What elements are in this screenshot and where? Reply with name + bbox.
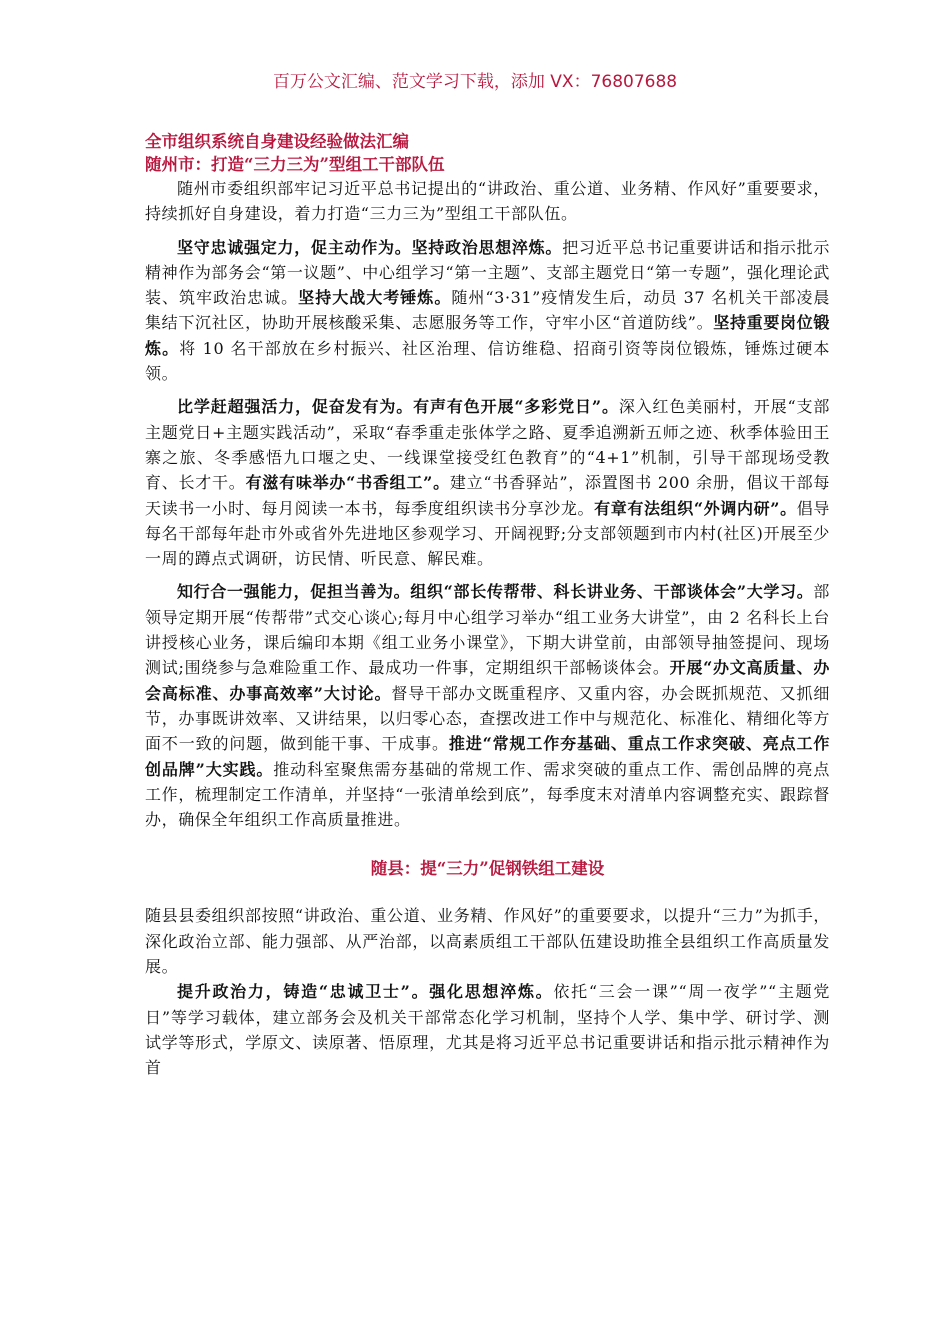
bold-heading: 坚持重要岗位锻炼。: [145, 313, 830, 358]
paragraph-gap: [145, 386, 830, 394]
body-text: 建立“书香驿站”，添置图书 200 余册，倡议干部每天读书一小时、每月阅读一本书，每季度组织读书分享沙龙。: [145, 473, 831, 518]
body-text: 将 10 名干部放在乡村振兴、社区治理、信访维稳、招商引资等岗位锻炼，锤炼过硬本领。: [145, 338, 830, 384]
body-text: 部领导定期开展“传帮带”式交心谈心;每月中心组学习举办“组工业务大讲堂”，由 2 名科长上台讲授核心业务，课后编印本期《组工业务小课堂》，下期大讲堂前，由部领导抽签提问、现场测试;围绕参与急难险重工作、最成功一件事，定期组织干部畅谈体会。: [145, 582, 830, 678]
section-title-suixian: 随县：提“三力”促钢铁组工建设: [370, 859, 605, 879]
section1-paragraph-3: [145, 579, 830, 832]
document-title: 全市组织系统自身建设经验做法汇编: [145, 132, 409, 151]
section-title-suizhou: 随州市：打造“三力三为”型组工干部队伍: [145, 155, 445, 174]
body-text: 倡导每名干部每年赴市外或省外先进地区参观学习、开阔视野;分支部领题到市内村(社区)开展至少一周的蹲点式调研，访民情、听民意、解民难。: [145, 498, 830, 569]
bold-heading: 有滋有味举办“书香组工”。: [245, 473, 450, 493]
body-text: 把习近平总书记重要讲话和指示批示精神作为部务会“第一议题”、中心组学习“第一主题”、支部主题党日“第一专题”，强化理论武装、筑牢政治忠诚。: [145, 237, 830, 308]
body-text: 督导干部办文既重程序、又重内容，办会既抓规范、又抓细节，办事既讲效率、又讲结果，以归零心态，查摆改进工作中与规范化、标准化、精细化等方面不一致的问题，做到能干事、干成事。: [145, 683, 830, 754]
bold-heading: 开展“办文高质量、办会高标准、办事高效率”大讨论。: [145, 658, 830, 703]
paragraph-gap: [145, 571, 830, 579]
bold-heading: 知行合一强能力，促担当善为。组织“部长传帮带、科长讲业务、干部谈体会”大学习。: [177, 582, 814, 602]
body-text: 推动科室聚焦需夯基础的常规工作、需求突破的重点工作、需创品牌的亮点工作，梳理制定工作清单，并坚持“一张清单绘到底”，每季度末对清单内容调整充实、跟踪督办，确保全年组织工作高质量推进。: [145, 759, 830, 830]
bold-heading: 坚持大战大考锤炼。: [298, 288, 452, 308]
body-text: 依托“三会一课”“周一夜学”“主题党日”等学习载体，建立部务会及机关干部常态化学习机制，坚持个人学、集中学、研讨学、测试学等形式，学原文、读原著、悟原理，尤其是将习近平总书记重要讲话和指示批示精神作为首: [145, 982, 831, 1078]
section2-paragraph-1: [145, 979, 830, 1080]
body-text: 随州“3·31”疫情发生后，动员 37 名机关干部凌晨集结下沉社区，协助开展核酸采集、志愿服务等工作，守牢小区“首道防线”。: [145, 288, 831, 333]
paragraph-gap: [145, 227, 830, 235]
section2-intro: 随县县委组织部按照“讲政治、重公道、业务精、作风好”的重要要求，以提升“三力”为抓手，深化政治立部、能力强部、从严治部，以高素质组工干部队伍建设助推全县组织工作高质量发展。: [145, 906, 830, 977]
bold-heading: 坚守忠诚强定力，促主动作为。坚持政治思想淬炼。: [177, 237, 563, 257]
body-text: 深入红色美丽村，开展“支部主题党日+主题实践活动”，采取“春季重走张体学之路、夏季追溯新五师之迹、秋季体验田王寨之旅、冬季感悟九口堰之史、一线课堂接受红色教育”的“4+1”机制，引导干部现场受教育、长才干。: [145, 397, 830, 493]
bold-heading: 提升政治力，铸造“忠诚卫士”。强化思想淬炼。: [177, 982, 554, 1002]
section1-paragraph-1: [145, 235, 830, 387]
section1-intro: 随州市委组织部牢记习近平总书记提出的“讲政治、重公道、业务精、作风好”重要要求，持续抓好自身建设，着力打造“三力三为”型组工干部队伍。: [145, 179, 830, 224]
promo-banner: 百万公文汇编、范文学习下载，添加 VX：76807688: [272, 72, 678, 92]
bold-heading: 比学赶超强活力，促奋发有为。有声有色开展“多彩党日”。: [177, 397, 619, 417]
section1-paragraph-2: [145, 394, 830, 571]
bold-heading: 有章有法组织“外调内研”。: [594, 498, 797, 518]
bold-heading: 推进“常规工作夯基础、重点工作求突破、亮点工作创品牌”大实践。: [145, 734, 830, 779]
